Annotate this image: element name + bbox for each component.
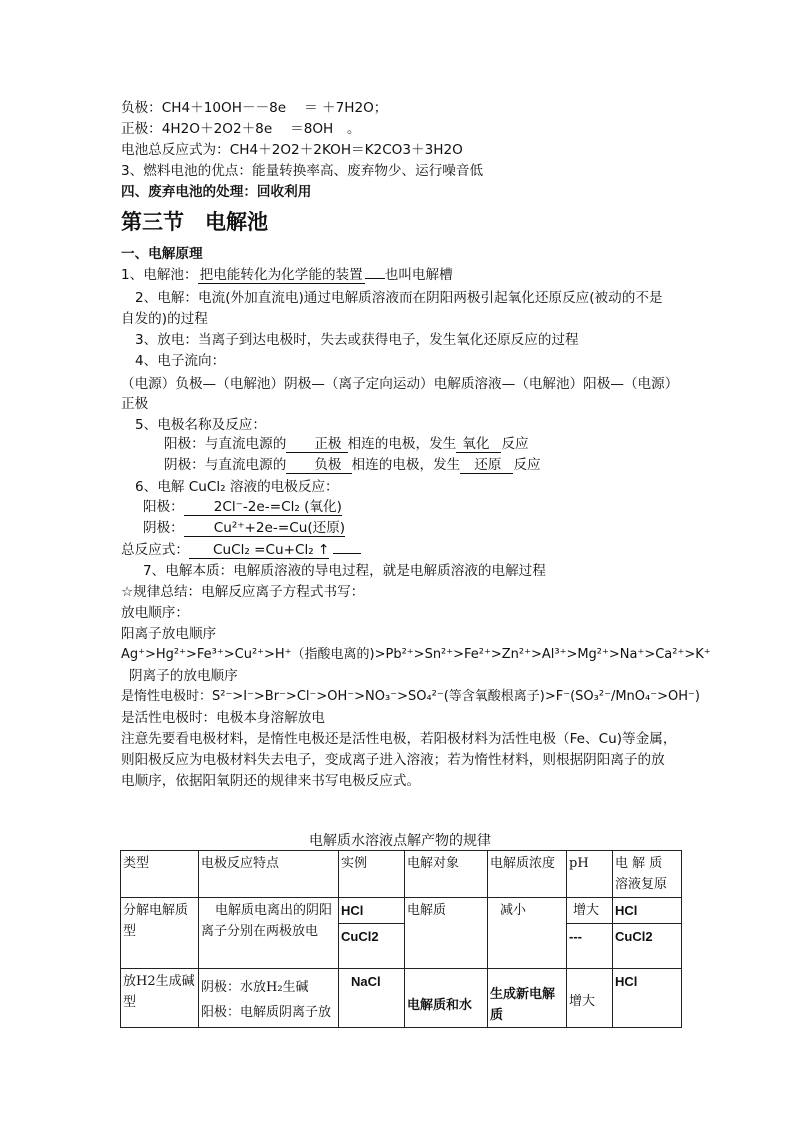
table-caption: 电解质水溶液点解产物的规律: [309, 833, 491, 849]
inert-electrode-order: 是惰性电极时：S²⁻>I⁻>Br⁻>Cl⁻>OH⁻>NO₃⁻>SO₄²⁻(等含氧酸根离子)>F⁻(SO₃²⁻/MnO₄⁻>OH⁻): [121, 689, 700, 704]
table-row: [121, 969, 682, 1028]
anode-text-c: 反应: [501, 436, 529, 452]
anode-definition: [164, 434, 529, 454]
item-1-suffix: 也叫电解槽: [384, 267, 453, 283]
header-feature: 电极反应特点: [199, 851, 339, 898]
item-2-line1: 2、电解：电流(外加直流电)通过电解质溶液而在阴阳两极引起氧化还原反应(被动的不是: [135, 290, 663, 306]
header-example: 实例: [339, 851, 405, 898]
row1-restore-2: CuCl2: [613, 924, 682, 969]
header-restore: 电 解 质 溶液复原: [613, 851, 682, 898]
active-electrode-line: 是活性电极时：电极本身溶解放电: [121, 710, 325, 726]
item-7: 7、电解本质：电解质溶液的导电过程，就是电解质溶液的电解过程: [143, 563, 546, 579]
total-label: 总反应式：: [121, 542, 189, 558]
header-object: 电解对象: [405, 851, 488, 898]
cucl2-cathode: [143, 518, 345, 538]
electrolysis-products-table: [120, 850, 682, 1028]
cucl2-total: [121, 540, 361, 560]
overall-reaction-line: 电池总反应式为：CH4＋2O2＋2KOH＝K2CO3＋3H2O: [121, 142, 463, 158]
cation-order-title: 阳离子放电顺序: [121, 626, 217, 642]
row2-object: 电解质和水: [405, 969, 488, 1028]
row1-ph-2: ---: [567, 924, 613, 969]
anode-text-a: 阳极：与直流电源的: [164, 436, 287, 452]
cucl2-cathode-eq: Cu²⁺+2e-=Cu(还原): [184, 520, 345, 537]
fuel-cell-advantage-line: 3、燃料电池的优点：能量转换率高、废弃物少、运行噪音低: [121, 163, 484, 179]
row2-concentration: 生成新电解质: [488, 969, 567, 1028]
row2-restore: HCl: [613, 969, 682, 1028]
row1-feature: 电解质电离出的阴阳离子分别在两极放电: [199, 898, 339, 969]
table-header-row: [121, 851, 682, 898]
cathode-text-a: 阴极：与直流电源的: [164, 457, 287, 473]
item-1-fill: 把电能转化为化学能的装置: [199, 267, 363, 283]
row1-ph-1: 增大: [567, 898, 613, 924]
waste-battery-heading: 四、废弃电池的处理：回收利用: [121, 184, 312, 200]
subsection-heading: 一、电解原理: [121, 246, 203, 262]
cucl2-cathode-label: 阴极：: [143, 520, 184, 536]
row2-ph: 增大: [567, 969, 613, 1028]
note-line3: 电顺序，依据阳氧阴还的规律来书写电极反应式。: [121, 773, 421, 789]
rule-summary: ☆规律总结：电解反应离子方程式书写：: [121, 584, 365, 600]
section-title: 第三节 电解池: [121, 210, 268, 234]
total-eq: CuCl₂ =Cu+Cl₂ ↑: [189, 542, 329, 559]
cathode-fill-reaction: 还原: [460, 457, 513, 474]
cucl2-anode-eq: 2Cl⁻-2e-=Cl₂ (氧化): [184, 499, 342, 516]
item-1-prefix: 1、电解池：: [121, 267, 198, 283]
cathode-text-b: 相连的电极，发生: [351, 457, 461, 473]
header-concentration: 电解质浓度: [488, 851, 567, 898]
note-line2: 则阳极反应为电极材料失去电子，变成离子进入溶液；若为惰性材料，则根据阴阳离子的放: [121, 752, 665, 768]
cucl2-anode: [143, 497, 342, 517]
header-type: 类型: [121, 851, 199, 898]
cathode-fill-pole: 负极: [286, 457, 351, 474]
row2-type: 放H2生成碱型: [121, 969, 199, 1028]
row2-feature-cathode: 阴极：水放H₂生碱: [201, 980, 309, 995]
row1-example-1: HCl: [339, 898, 405, 924]
total-blank: [333, 553, 361, 554]
positive-electrode-line: 正极：4H2O＋2O2＋8e ＝8OH 。: [121, 121, 361, 137]
row1-object: 电解质: [405, 898, 488, 969]
anion-order-title: 阴离子的放电顺序: [129, 668, 238, 684]
row2-example: NaCl: [339, 969, 405, 1028]
item-1-blank: [365, 278, 385, 279]
cation-order: Ag⁺>Hg²⁺>Fe³⁺>Cu²⁺>H⁺（指酸电离的)>Pb²⁺>Sn²⁺>Fe²⁺>Zn²⁺>Al³⁺>Mg²⁺>Na⁺>Ca²⁺>K⁺: [121, 647, 711, 662]
item-4: 4、电子流向：: [135, 353, 226, 369]
discharge-order-label: 放电顺序：: [121, 605, 189, 621]
item-5: 5、电极名称及反应：: [135, 417, 266, 433]
row1-example-2: CuCl2: [339, 924, 405, 969]
header-ph: pH: [567, 851, 613, 898]
row1-type: 分解电解质型: [121, 898, 199, 969]
item-6: 6、电解 CuCl₂ 溶液的电极反应：: [135, 479, 339, 495]
anode-fill-reaction: 氧化: [456, 436, 501, 453]
electron-flow-line2: 正极: [121, 396, 149, 412]
row2-feature-anode: 阳极：电解质阴离子放: [201, 1005, 332, 1020]
anode-fill-pole: 正极: [286, 436, 347, 453]
anode-text-b: 相连的电极，发生: [347, 436, 457, 452]
item-2-line2: 自发的)的过程: [121, 311, 208, 327]
row1-restore-1: HCl: [613, 898, 682, 924]
cathode-definition: [164, 455, 541, 475]
item-3: 3、放电：当离子到达电极时，失去或获得电子，发生氧化还原反应的过程: [135, 332, 579, 348]
row1-concentration: 减小: [488, 898, 567, 969]
electron-flow-line1: （电源）负极—（电解池）阴极—（离子定向运动）电解质溶液—（电解池）阳极—（电源）: [121, 376, 679, 392]
item-1: [121, 265, 453, 285]
cucl2-anode-label: 阳极：: [143, 499, 184, 515]
note-line1: 注意先要看电极材料，是惰性电极还是活性电极，若阳极材料为活性电极（Fe、Cu)等金属，: [121, 731, 677, 747]
row2-feature: [199, 969, 339, 1028]
cathode-text-c: 反应: [513, 457, 541, 473]
table-row: [121, 898, 682, 924]
negative-electrode-line: 负极：CH4＋10OH－－8e ＝ ＋7H2O；: [121, 100, 388, 116]
